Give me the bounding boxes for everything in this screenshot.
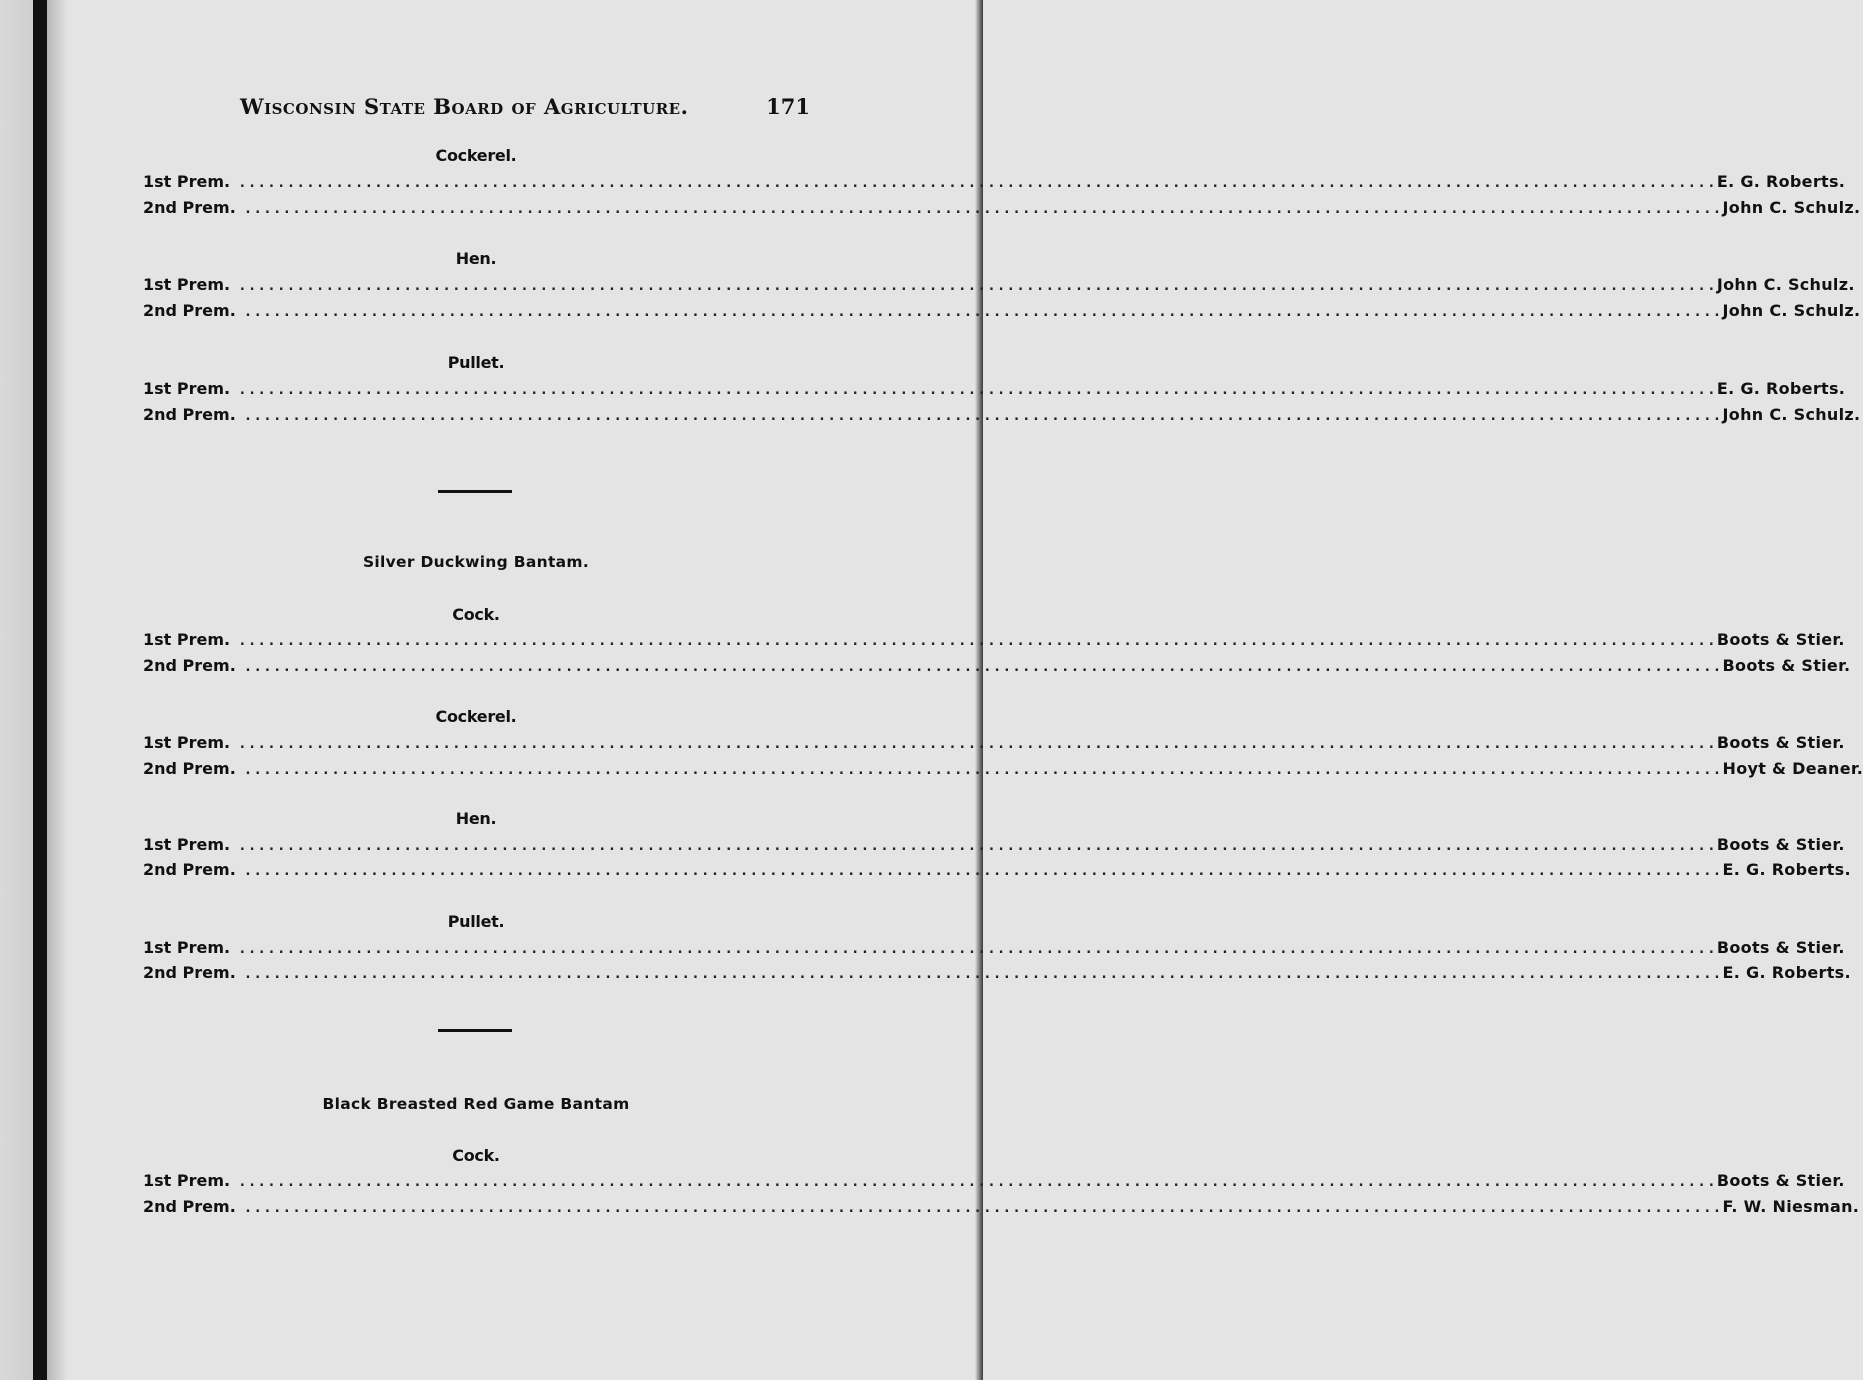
prize-label: 1st Prem.: [143, 379, 231, 398]
winner-name: Boots & Stier.: [1722, 656, 1851, 675]
award-row: [143, 963, 1851, 985]
award-row: [143, 1171, 1845, 1193]
dot-leader: ........................................................................................................................................................: [238, 382, 1717, 398]
breed-section-title: Black Breasted Red Game Bantam: [322, 1095, 630, 1113]
class-heading: Cock.: [452, 605, 500, 624]
prize-label: 2nd Prem.: [143, 1197, 236, 1216]
award-row: [143, 275, 1855, 297]
winner-name: F. W. Niesman.: [1722, 1197, 1860, 1216]
dot-leader: ........................................................................................................................................................: [243, 659, 1723, 675]
winner-name: E. G. Roberts.: [1722, 860, 1851, 879]
winner-name: Boots & Stier.: [1716, 630, 1845, 649]
gutter-shadow: [47, 0, 67, 1380]
winner-name: Boots & Stier.: [1716, 835, 1845, 854]
class-heading: Hen.: [455, 809, 497, 828]
award-row: [143, 172, 1846, 194]
scan-left-margin: [0, 0, 33, 1380]
award-row: [143, 656, 1851, 678]
dot-leader: ........................................................................................................................................................: [238, 633, 1717, 649]
award-row: [143, 733, 1845, 755]
dot-leader: ........................................................................................................................................................: [243, 201, 1723, 217]
running-header: [240, 94, 810, 122]
dot-leader: ........................................................................................................................................................: [243, 762, 1723, 778]
dot-leader: ........................................................................................................................................................: [243, 966, 1723, 982]
dot-leader: ........................................................................................................................................................: [243, 408, 1723, 424]
prize-label: 1st Prem.: [143, 835, 231, 854]
award-row: [143, 630, 1845, 652]
prize-label: 1st Prem.: [143, 172, 231, 191]
prize-label: 2nd Prem.: [143, 963, 236, 982]
prize-label: 2nd Prem.: [143, 860, 236, 879]
class-heading: Pullet.: [447, 353, 505, 372]
dot-leader: ........................................................................................................................................................: [238, 175, 1717, 191]
winner-name: Boots & Stier.: [1716, 733, 1845, 752]
award-row: [143, 860, 1851, 882]
winner-name: E. G. Roberts.: [1716, 379, 1846, 398]
winner-name: Hoyt & Deaner.: [1722, 759, 1863, 778]
prize-label: 2nd Prem.: [143, 759, 236, 778]
prize-label: 1st Prem.: [143, 733, 231, 752]
section-divider: [438, 490, 512, 493]
award-row: [143, 379, 1846, 401]
dot-leader: ........................................................................................................................................................: [238, 838, 1717, 854]
class-heading: Pullet.: [447, 912, 505, 931]
prize-label: 2nd Prem.: [143, 198, 236, 217]
prize-label: 2nd Prem.: [143, 405, 236, 424]
dot-leader: ........................................................................................................................................................: [243, 1200, 1723, 1216]
running-header-title: Wisconsin State Board of Agriculture.: [240, 94, 689, 119]
winner-name: E. G. Roberts.: [1716, 172, 1846, 191]
winner-name: Boots & Stier.: [1716, 1171, 1845, 1190]
winner-name: John C. Schulz.: [1722, 405, 1861, 424]
award-row: [143, 835, 1845, 857]
class-heading: Cockerel.: [435, 146, 517, 165]
prize-label: 2nd Prem.: [143, 301, 236, 320]
class-heading: Cockerel.: [435, 707, 517, 726]
class-heading: Hen.: [455, 249, 497, 268]
dot-leader: ........................................................................................................................................................: [243, 304, 1723, 320]
award-row: [143, 405, 1861, 427]
page-number: 171: [766, 94, 810, 119]
award-row: [143, 198, 1861, 220]
winner-name: Boots & Stier.: [1716, 938, 1845, 957]
section-divider: [438, 1029, 512, 1032]
award-row: [143, 759, 1863, 781]
winner-name: John C. Schulz.: [1716, 275, 1855, 294]
winner-name: E. G. Roberts.: [1722, 963, 1851, 982]
book-spine-shadow: [33, 0, 47, 1380]
prize-label: 1st Prem.: [143, 275, 231, 294]
award-row: [143, 1197, 1860, 1219]
winner-name: John C. Schulz.: [1722, 301, 1861, 320]
dot-leader: ........................................................................................................................................................: [238, 1174, 1717, 1190]
dot-leader: ........................................................................................................................................................: [243, 863, 1723, 879]
prize-label: 1st Prem.: [143, 1171, 231, 1190]
class-heading: Cock.: [452, 1146, 500, 1165]
dot-leader: ........................................................................................................................................................: [238, 278, 1717, 294]
winner-name: John C. Schulz.: [1722, 198, 1861, 217]
dot-leader: ........................................................................................................................................................: [238, 941, 1717, 957]
award-row: [143, 301, 1861, 323]
prize-label: 1st Prem.: [143, 938, 231, 957]
prize-label: 1st Prem.: [143, 630, 231, 649]
prize-label: 2nd Prem.: [143, 656, 236, 675]
breed-section-title: Silver Duckwing Bantam.: [362, 553, 590, 571]
award-row: [143, 938, 1845, 960]
dot-leader: ........................................................................................................................................................: [238, 736, 1717, 752]
